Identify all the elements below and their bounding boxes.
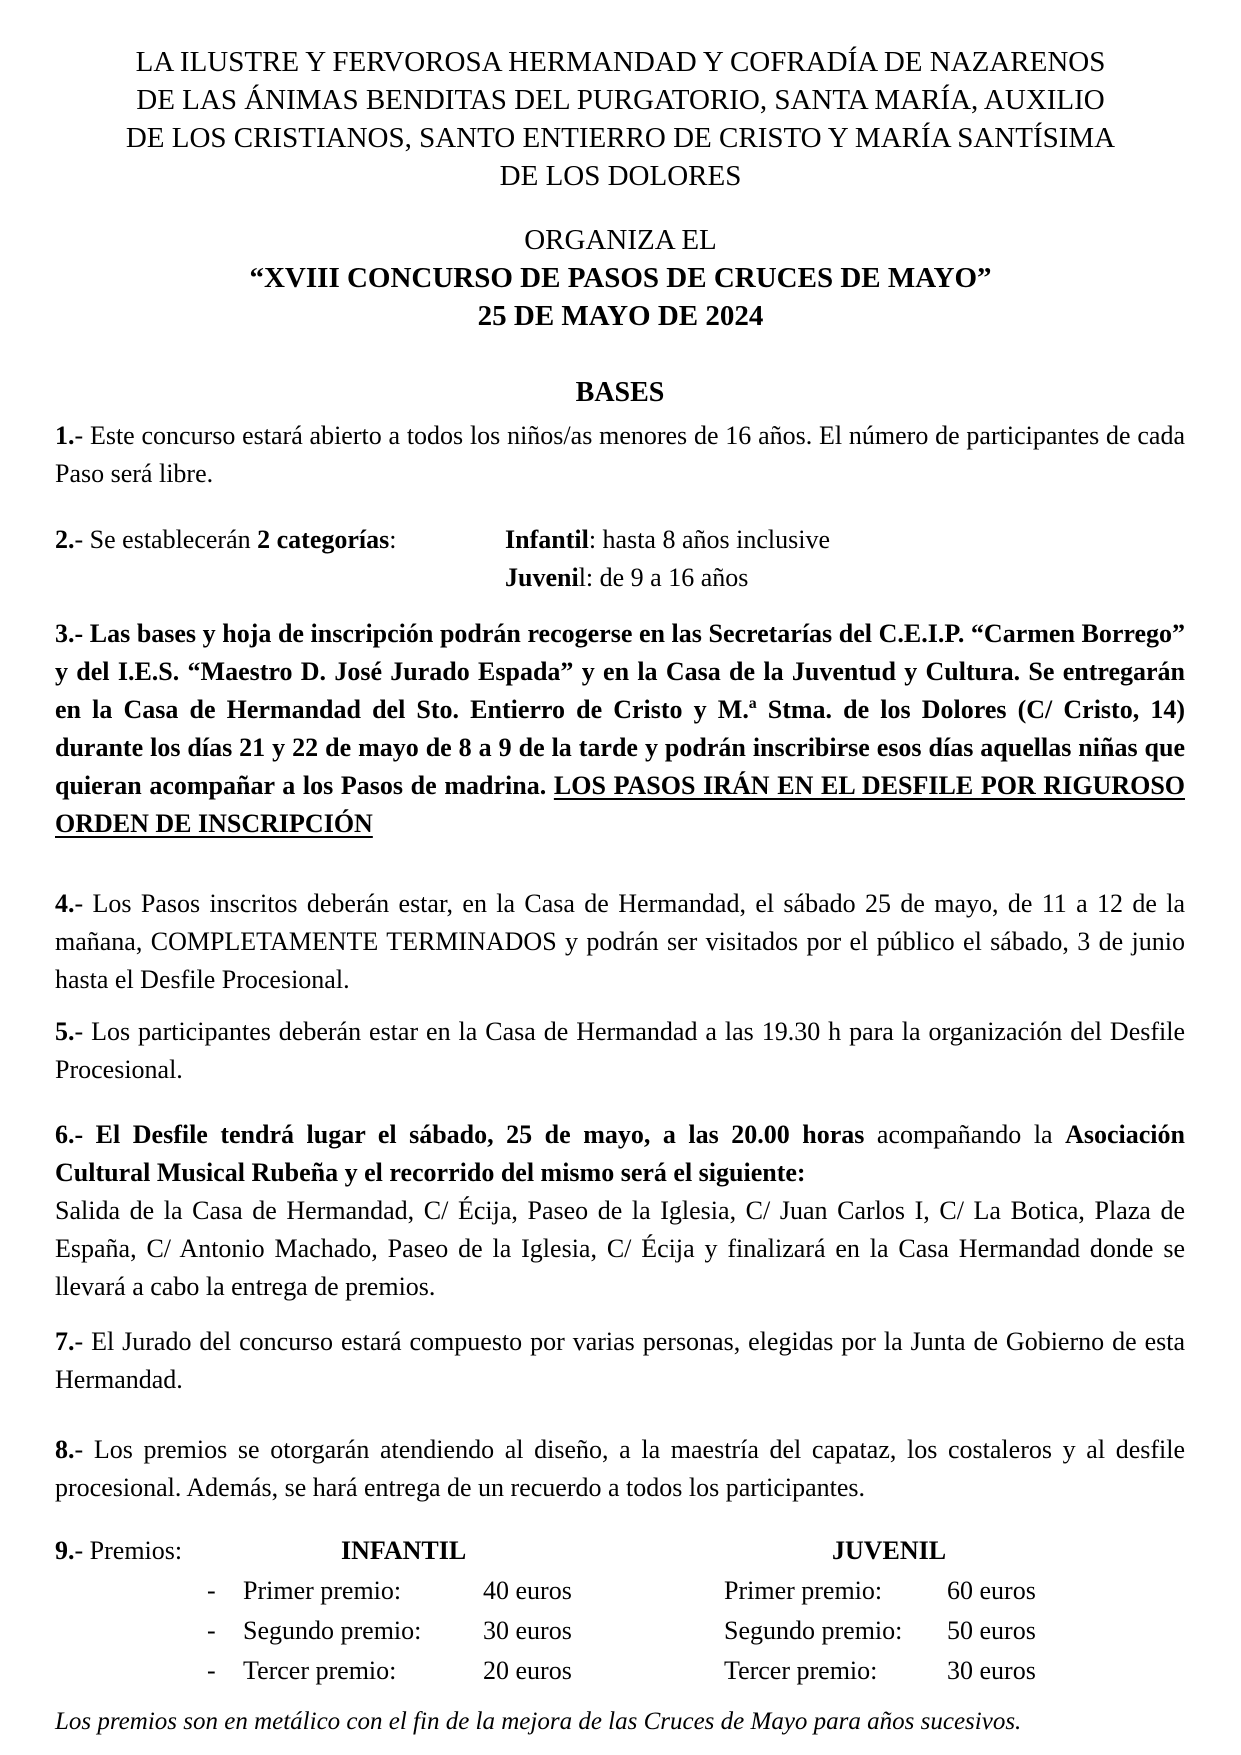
item-7-number: 7. <box>55 1327 75 1356</box>
item-6-bold-band: Asociación Cultural Musical Rubeña y el recorrido del mismo será el siguiente: <box>55 1120 1185 1187</box>
categories-list <box>505 521 1185 597</box>
infantil-column-header: INFANTIL <box>341 1536 467 1565</box>
item-3-underlined-text: LOS PASOS IRÁN EN EL DESFILE POR RIGUROSO ORDEN DE INSCRIPCIÓN <box>55 771 1185 838</box>
item-2-colon: : <box>389 525 397 554</box>
bullet-dash: - <box>207 1656 216 1685</box>
base-item-3 <box>55 615 1185 843</box>
organization-title <box>40 43 1201 195</box>
event-title: “XVIII CONCURSO DE PASOS DE CRUCES DE MAYO” <box>249 262 992 294</box>
bullet-dash: - <box>207 1616 216 1645</box>
category-juvenil-name: Juveni <box>505 563 579 592</box>
juvenil-column-header: JUVENIL <box>832 1536 947 1565</box>
item-5-number: 5. <box>55 1017 75 1046</box>
org-title-line-1: LA ILUSTRE Y FERVOROSA HERMANDAD Y COFRADÍA DE NAZARENOS <box>135 46 1106 78</box>
item-8-text: - Los premios se otorgarán atendiendo al diseño, a la maestría del capataz, los costaleros y al desfile procesional. Además, se hará entrega de un recuerdo a todos los participantes. <box>55 1435 1185 1502</box>
juvenil-third-prize-value: 30 euros <box>947 1656 1036 1685</box>
item-9-label <box>55 1531 182 1571</box>
item-4-text: - Los Pasos inscritos deberán estar, en la Casa de Hermandad, el sábado 25 de mayo, de 11 a 12 de la mañana, COMPLETAMENTE TERMINADOS y podrán ser visitados por el público el sábado, 3 de junio hasta el Desfile Procesional. <box>55 889 1185 994</box>
item-2-label <box>55 521 505 597</box>
infantil-third-prize-label: Tercer premio: <box>243 1656 397 1685</box>
item-9-text: - Premios: <box>74 1536 183 1565</box>
infantil-first-prize-label: Primer premio: <box>243 1576 402 1605</box>
item-4-number: 4. <box>55 889 75 918</box>
base-item-2 <box>55 521 1185 597</box>
category-juvenil <box>505 559 1185 597</box>
base-item-1 <box>55 417 1185 493</box>
base-item-7 <box>55 1323 1185 1399</box>
base-item-5 <box>55 1013 1185 1089</box>
prize-row-third <box>55 1651 1185 1691</box>
bullet-dash: - <box>207 1576 216 1605</box>
category-infantil-name: Infantil <box>505 525 589 554</box>
event-header <box>40 221 1201 335</box>
infantil-second-prize-value: 30 euros <box>483 1616 572 1645</box>
base-item-4 <box>55 885 1185 999</box>
item-6-route-text: Salida de la Casa de Hermandad, C/ Écija, Paseo de la Iglesia, C/ Juan Carlos I, C/ La Botica, Plaza de España, C/ Antonio Machado, Paseo de la Iglesia, C/ Écija y finalizará en la Casa Hermandad donde se llevará a cabo la entrega de premios. <box>55 1196 1185 1301</box>
item-6-regular-mid: acompañando la <box>864 1120 1066 1149</box>
base-item-8 <box>55 1431 1185 1507</box>
juvenil-second-prize-label: Segundo premio: <box>724 1616 903 1645</box>
infantil-first-prize-value: 40 euros <box>483 1576 572 1605</box>
prize-table-header <box>55 1531 1185 1571</box>
item-3-text: 3.- Las bases y hoja de inscripción podrán recogerse en las Secretarías del C.E.I.P. “Carmen Borrego” y del I.E.S. “Maestro D. José Jurado Espada” y en la Casa de la Juventud y Cultura. Se entregarán en la Casa de Hermandad del Sto. Entierro de Cristo y M.ª Stma. de los Dolores (C/ Cristo, 14) durante los días 21 y 22 de mayo de 8 a 9 de la tarde y podrán inscribirse esos días aquellas niñas que quieran acompañar a los Pasos de madrina. <box>55 619 1185 800</box>
item-1-text: - Este concurso estará abierto a todos los niños/as menores de 16 años. El número de participantes de cada Paso será libre. <box>55 421 1185 488</box>
item-6-bold-intro: 6.- El Desfile tendrá lugar el sábado, 25 de mayo, a las 20.00 horas <box>55 1120 865 1149</box>
prize-row-second <box>55 1611 1185 1651</box>
item-1-number: 1. <box>55 421 75 450</box>
item-8-number: 8. <box>55 1435 75 1464</box>
bases-heading: BASES <box>575 377 665 408</box>
category-juvenil-range: l: de 9 a 16 años <box>578 563 749 592</box>
footer-note: Los premios son en metálico con el fin de la mejora de las Cruces de Mayo para años sucesivos. <box>55 1708 1022 1735</box>
infantil-second-prize-label: Segundo premio: <box>243 1616 422 1645</box>
org-title-line-2: DE LAS ÁNIMAS BENDITAS DEL PURGATORIO, SANTA MARÍA, AUXILIO <box>136 84 1105 116</box>
org-title-line-3: DE LOS CRISTIANOS, SANTO ENTIERRO DE CRISTO Y MARÍA SANTÍSIMA <box>125 122 1116 154</box>
base-item-6 <box>55 1116 1185 1306</box>
organiza-label: ORGANIZA EL <box>524 224 717 256</box>
juvenil-first-prize-label: Primer premio: <box>724 1576 883 1605</box>
juvenil-third-prize-label: Tercer premio: <box>724 1656 878 1685</box>
event-date: 25 DE MAYO DE 2024 <box>477 300 764 332</box>
item-2-text: - Se establecerán <box>74 525 258 554</box>
item-2-categories-bold: 2 categorías <box>257 525 390 554</box>
document-body <box>0 374 1241 1741</box>
juvenil-first-prize-value: 60 euros <box>947 1576 1036 1605</box>
prize-table <box>55 1531 1185 1691</box>
item-7-text: - El Jurado del concurso estará compuesto por varias personas, elegidas por la Junta de Gobierno de esta Hermandad. <box>55 1327 1185 1394</box>
prize-row-first <box>55 1571 1185 1611</box>
infantil-third-prize-value: 20 euros <box>483 1656 572 1685</box>
item-2-number: 2. <box>55 525 75 554</box>
category-infantil <box>505 521 1185 559</box>
org-title-line-4: DE LOS DOLORES <box>499 160 742 192</box>
document-header <box>0 0 1241 335</box>
category-infantil-range: : hasta 8 años inclusive <box>588 525 830 554</box>
item-5-text: - Los participantes deberán estar en la Casa de Hermandad a las 19.30 h para la organización del Desfile Procesional. <box>55 1017 1185 1084</box>
item-9-number: 9. <box>55 1536 75 1565</box>
juvenil-second-prize-value: 50 euros <box>947 1616 1036 1645</box>
